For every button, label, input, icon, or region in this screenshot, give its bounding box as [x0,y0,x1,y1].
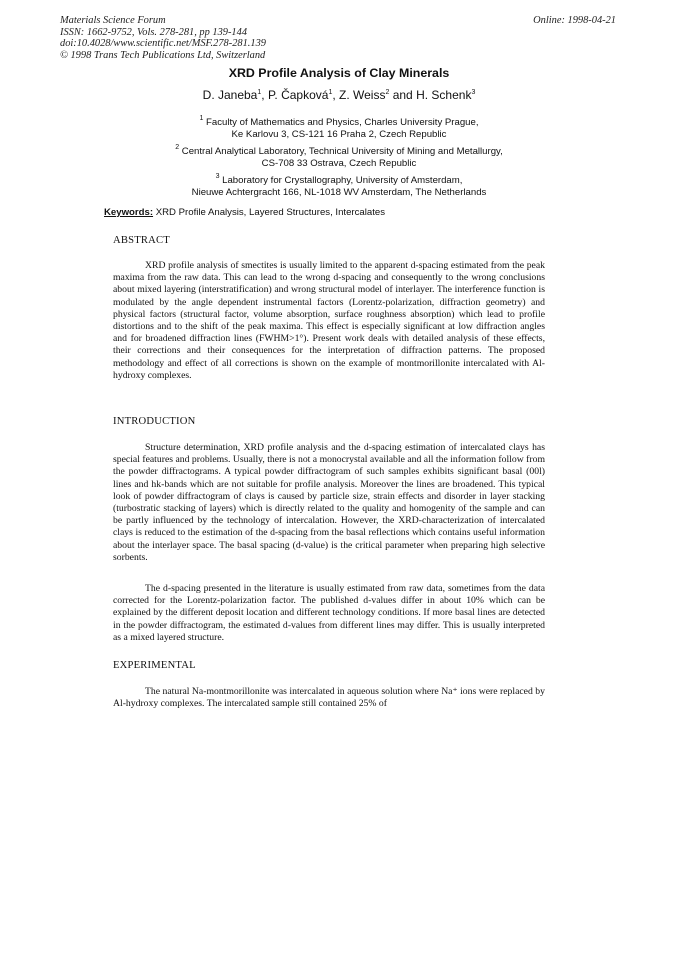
author-name: Z. Weiss [339,88,386,102]
keywords-text: XRD Profile Analysis, Layered Structures, Intercalates [153,207,385,218]
online-date: Online: 1998-04-21 [533,15,616,26]
author-affiliation-mark: 2 [385,89,390,96]
affiliation-1: $^1$ Faculty of Mathematics and Physics, Charles University Prague, Ke Karlovu 3, CS-121 16 Praha 2, Czech Republic [199,115,479,140]
keywords [104,207,385,218]
experimental-paragraph-1: The natural Na-montmorillonite was intercalated in aqueous solution where Na⁺ ions were replaced by Al-hydroxy complexes. The intercalated sample still contained 25% of [113,686,545,710]
affiliation-3: $^3$ Laboratory for Crystallography, University of Amsterdam, Nieuwe Achtergracht 166, NL-1018 WV Amsterdam, The Netherlands [191,173,487,198]
paper-title: XRD Profile Analysis of Clay Minerals [228,66,450,80]
publication-metadata [60,15,266,61]
author-name: H. Schenk [416,88,472,102]
issn-line: ISSN: 1662-9752, Vols. 278-281, pp 139-144 [60,26,248,38]
introduction-paragraph-1: Structure determination, XRD profile analysis and the d-spacing estimation of intercalated clays has special features and problems. Usually, there is not a monocrystal available and all the information follow from the powder diffractograms. A typical powder diffractogram of such samples exhibits significant basal (00l) lines and hk-bands which are not suitable for profile analysis. Moreover the lines are broadened. This typical look of powder diffractogram of clays is caused by particle size, strain effects and disorder in layer stacking (turbostratic stacking of layers) which is directly related to the quality and homogenity of the sample and can be partly influenced by the technology of intercalation. However, the XRD-characterization of intercalated clays is reduced to the estimation of the d-spacing from the basal reflections which contains useful information about the interlayer space. The basal spacing (d-value) is the critical parameter when preparing high selective sorbents. [113,442,545,563]
doi-line[interactable]: doi:10.4028/www.scientific.net/MSF.278-281.139 [60,38,266,49]
author-affiliation-mark: 1 [257,89,262,96]
introduction-paragraph-2: The d-spacing presented in the literature is usually estimated from raw data, sometimes from the data corrected for the Lorentz-polarization factor. The published d-values differ in about 10% which can be explained by the different deposit location and different technology conditions. If more basal lines are detected in the powder diffractogram, the estimated d-values from different lines may differ. This is usually interpreted as a mixed layered structure. [113,583,545,643]
experimental-heading: EXPERIMENTAL [113,660,196,671]
author-affiliation-mark: 1 [328,89,333,96]
author-name: D. Janeba [202,88,258,102]
copyright-line: © 1998 Trans Tech Publications Ltd, Switzerland [60,49,266,61]
introduction-heading: INTRODUCTION [113,416,196,427]
keywords-label: Keywords: [104,207,154,218]
journal-name: Materials Science Forum [60,15,166,26]
affiliation-2: $^2$ Central Analytical Laboratory, Technical University of Mining and Metallurgy, CS-708 33 Ostrava, Czech Republic [175,144,503,169]
author-list: D. Janeba$^1$, P. Čapková$^1$, Z. Weiss$^2$ and H. Schenk$^3$ [202,88,476,102]
abstract-text: XRD profile analysis of smectites is usually limited to the apparent d-spacing estimated from the peak maxima from the raw data. This can lead to the wrong d-spacing and consequently to the wrong conclusions about mixed layering (interstratification) and wrong structural model of interlayer. The interference function is modulated by the angle dependent instrumental factors (Lorentz-polarization, diffraction geometry) and physical factors (structural factor, volume absorption, surface roughness absorption) which lead to profile distortions and to the shift of the peak maxima. This effect is especially significant at low diffraction angles and for broadened diffraction lines (FWHM>1°). Present work deals with detailed analysis of these effects, their corrections and their consequences for the interpretation of diffraction patterns. The proposed methodology and effect of all corrections is shown on the example of montmorillonite intercalated with Al-hydroxy complexes. [113,260,545,381]
abstract-heading: ABSTRACT [113,235,170,246]
author-name: P. Čapková [267,88,329,102]
author-affiliation-mark: 3 [471,89,476,96]
